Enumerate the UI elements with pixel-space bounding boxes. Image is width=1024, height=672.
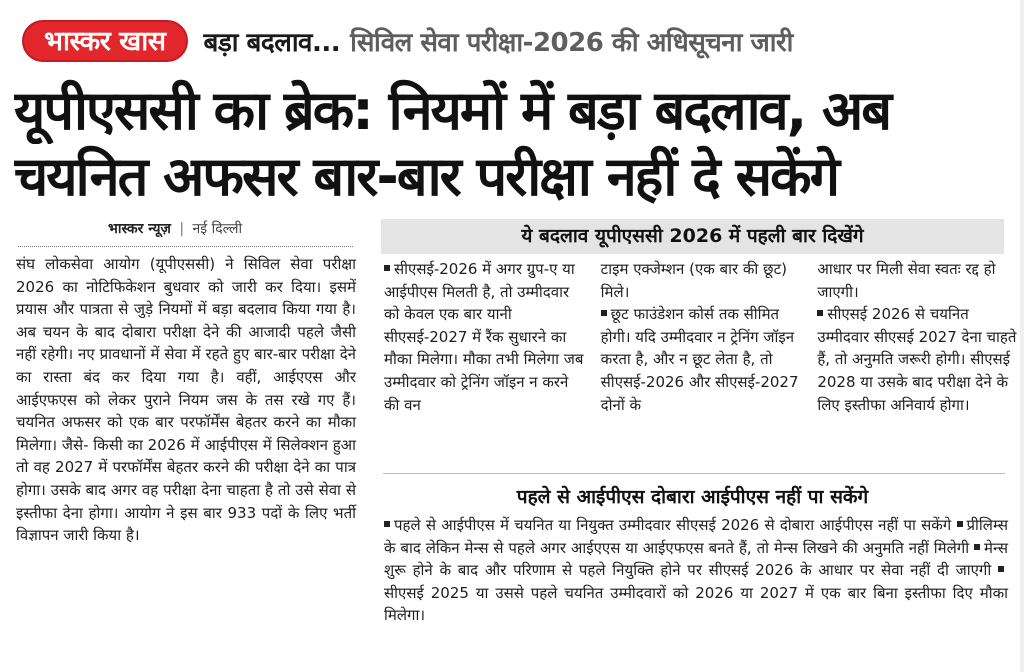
byline-separator: |	[179, 221, 185, 237]
byline-divider	[18, 246, 353, 247]
bullet-icon	[817, 310, 823, 316]
changes-columns	[384, 258, 1020, 416]
ips-section-title: पहले से आईपीएस दोबारा आईपीएस नहीं पा सकेंगे	[516, 486, 869, 508]
page-edge	[1020, 0, 1024, 672]
changes-box-title: ये बदलाव यूपीएससी 2026 में पहली बार दिखेंगे	[381, 219, 1004, 254]
ips-section-body	[384, 514, 1008, 627]
changes-column-2	[601, 258, 804, 416]
kicker-row	[22, 18, 1002, 64]
changes-column-1	[384, 258, 587, 416]
byline	[108, 219, 242, 238]
ips-item-1: पहले से आईपीएस में चयनित या नियुक्त उम्मीदवार सीएसई 2026 से दोबारा आईपीएस नहीं पा सकेंगे	[394, 516, 952, 534]
headline-line-1: यूपीएससी का ब्रेक: नियमों में बड़ा बदलाव, अब	[14, 79, 891, 142]
headline-line-2: चयनित अफसर बार-बार परीक्षा नहीं दे सकेंगे	[14, 145, 838, 208]
bullet-icon	[998, 566, 1004, 572]
headline	[14, 78, 1010, 210]
change-item-2: छूट फाउंडेशन कोर्स तक सीमित होगी। यदि उम्मीदवार न ट्रेनिंग जॉइन करता है, और न छूट लेता है, तो सीएसई-2026 और सीएसई-2027 दोनों के	[600, 305, 799, 414]
changes-column-3	[817, 258, 1020, 416]
ips-item-3: मेन्स शुरू होने के बाद और परिणाम से पहले नियुक्ति होने पर सीएसई 2026 के आधार पर सेवा नहीं दी जाएगी	[384, 538, 1008, 580]
bullet-icon	[974, 544, 980, 550]
bullet-icon	[384, 265, 390, 271]
ips-item-2: प्रीलिम्स के बाद लेकिन मेन्स से पहले अगर आईएएस या आईएफएस बनते हैं, तो मेन्स लिखने की अनुमति नहीं मिलेगी	[384, 516, 1008, 557]
bullet-icon	[601, 310, 607, 316]
section-badge: भास्कर खास	[22, 20, 188, 62]
kicker-lead: बड़ा बदलाव...	[203, 28, 341, 58]
change-item-1-cont: टाइम एक्जेम्शन (एक बार की छूट) मिले।	[600, 260, 787, 301]
bullet-icon	[384, 521, 390, 527]
section-divider	[383, 473, 1005, 474]
main-story-body: संघ लोकसेवा आयोग (यूपीएससी) ने सिविल सेवा परीक्षा 2026 का नोटिफिकेशन बुधवार को जारी कर दिया। इसमें प्रयास और पात्रता से जुड़े नियमों में बड़ा बदलाव किया गया है। अब चयन के बाद दोबारा परीक्षा देने की आजादी पहले जैसी नहीं रहेगी। नए प्रावधानों में सेवा में रहते हुए बार-बार परीक्षा देने का रास्ता बंद कर दिया गया है। वहीं, आईएएस और आईएफएस को लेकर पुराने नियम जस के तस रखे गए हैं। चयनित अफसर को एक बार परफॉर्मेंस बेहतर करने का मौका मिलेगा। जैसे- किसी का 2026 में आईपीएस में सिलेक्शन हुआ तो वह 2027 में परफॉर्मेंस बेहतर करने की परीक्षा देने का पात्र होगा। उसके बाद अगर वह परीक्षा देना चाहता है तो उसे सेवा से इस्तीफा देना होगा। आयोग ने इस बार 933 पदों के लिए भर्ती विज्ञापन जारी किया है।	[16, 255, 356, 545]
change-item-2-cont: आधार पर मिली सेवा स्वतः रद्द हो जाएगी।	[817, 260, 996, 301]
kicker-subtitle: सिविल सेवा परीक्षा-2026 की अधिसूचना जारी	[350, 28, 793, 58]
bullet-icon	[957, 521, 963, 527]
change-item-3: सीएसई 2026 से चयनित उम्मीदवार सीएसई 2027 देना चाहते हैं, तो अनुमति जरूरी होगी। सीएसई 2028 या उसके बाद परीक्षा देने के लिए इस्तीफा अनिवार्य होगा।	[817, 305, 1017, 414]
ips-item-4: सीएसई 2025 या उससे पहले चयनित उम्मीदवारों को 2026 या 2027 में एक बार बिना इस्तीफा दिए मौका मिलेगा।	[384, 583, 1008, 625]
byline-place: नई दिल्ली	[192, 221, 243, 237]
change-item-1: सीएसई-2026 में अगर ग्रुप-ए या आईपीएस मिलती है, तो उम्मीदवार को केवल एक बार यानी सीएसई-2027 में रैंक सुधारने का मौका मिलेगा। मौका तभी मिलेगा जब उम्मीदवार को ट्रेनिंग जॉइन न करने की वन	[384, 260, 584, 414]
byline-agency: भास्कर न्यूज़	[108, 221, 171, 237]
